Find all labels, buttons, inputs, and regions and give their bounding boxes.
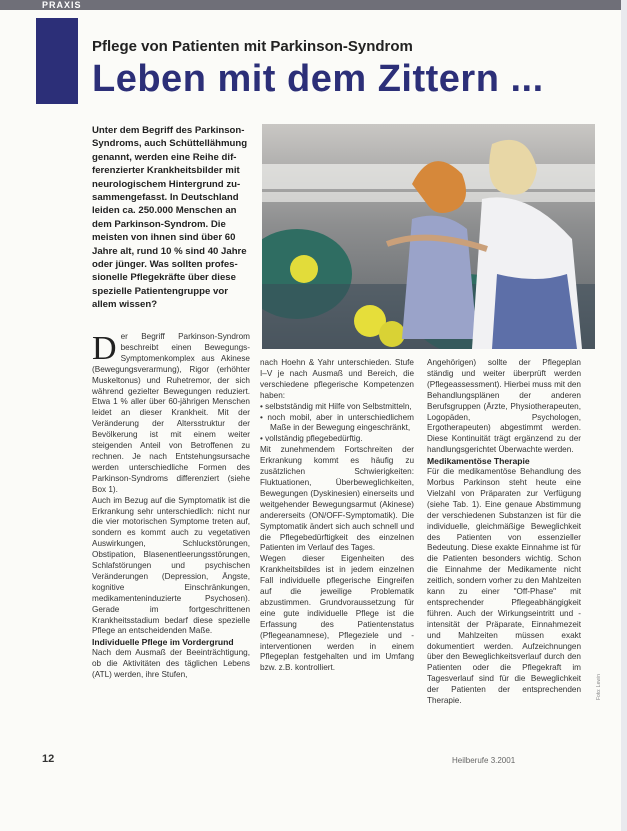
- body-paragraph: er Begriff Parkinson-Syndrom beschreibt einen Bewegungs-Symptomenkomplex aus Akinese (Bewegungsverarmung), Rigor (erhöhter Muskeltonus) und Ruhetremor, der sich während gezielter Bewegungen reduziert. Etwa 1 % aller über 60-jährigen Menschen leidet an dieser Krankheit. Mit der Veränderung der Altersstruktur der Bevölkerung ist mit einem weiter steigenden Anteil von Betroffenen zu rechnen. Je nach Entstehungsursache werden unterschiedliche Formen des Parkinson-Syndroms differenziert (siehe Box 1).: [92, 332, 250, 494]
- issue-label: Heilberufe 3.2001: [452, 756, 516, 765]
- bullet-item: • noch mobil, aber in unterschiedlichem Maße in der Bewegung eingeschränkt,: [260, 412, 414, 433]
- body-paragraph: Nach dem Ausmaß der Beeinträchtigung, ob die Aktivitäten des täglichen Lebens (ATL) werden, ihre Stufen,: [92, 648, 250, 680]
- section-label: PRAXIS: [42, 0, 82, 10]
- photo-credit: Foto: Lewin: [596, 674, 602, 700]
- section-bar: [0, 0, 627, 10]
- photo-illustration: [262, 124, 595, 349]
- body-paragraph: nach Hoehn & Yahr unterschieden. Stufe I–V je nach Ausmaß und Bereich, die verschiedene pflegerische Kompetenzen haben:: [260, 358, 414, 400]
- accent-block: [36, 18, 78, 104]
- body-column-3: [427, 358, 581, 707]
- lead-paragraph: Unter dem Begriff des Parkinson-Syndroms, auch Schüttellähmung genannt, werden eine Reihe dif-ferenzierter Krankheitsbilder mit neurologischem Hintergrund zu-sammengefasst. In Deutschland leiden ca. 250.000 Menschen an dem Parkinson-Syndrom. Die meisten von ihnen sind über 60 Jahre alt, rund 10 % sind 40 Jahre oder jünger. Was sollten profes-sionelle Pflegekräfte über diese spezielle Patientengruppe vor allem wissen?: [92, 125, 248, 311]
- body-column-2: [260, 358, 414, 674]
- article-photo: [262, 124, 595, 349]
- bullet-item: • selbstständig mit Hilfe von Selbstmitteln,: [260, 401, 412, 411]
- drop-cap: D: [92, 330, 117, 367]
- subheading: Individuelle Pflege im Vordergrund: [92, 637, 234, 648]
- page-edge: [621, 0, 627, 831]
- subheading: Medikamentöse Therapie: [427, 456, 530, 467]
- body-column-1: [92, 332, 250, 681]
- article-kicker: Pflege von Patienten mit Parkinson-Syndrom: [92, 38, 413, 55]
- body-paragraph: Mit zunehmendem Fortschreiten der Erkrankung kommt es häufig zu zusätzlichen Schwierigkeiten: Fluktuationen, Überbeweglichkeiten, Bewegungen (Dyskinesien) einerseits und weitgehender Bewegungsarmut (Akinese) andererseits (ON/OFF-Symptomatik). Die Symptomatik ändert sich auch schnell und die Pflegebedürftigkeit des einzelnen Patienten im Verlauf des Tages.: [260, 445, 414, 553]
- body-paragraph: Angehörigen) sollte der Pflegeplan ständig und weiter überprüft werden (Pflegeassessment). Hierbei muss mit den Behandlungsplänen der anderen Berufsgruppen (Ärzte, Physiotherapeuten, Logopäden, Psychologen, Ergotherapeuten) abgestimmt werden. Diese Kontinuität trägt ergänzend zu der handlungsgerichtet Überwachte werden.: [427, 358, 581, 455]
- page-number: 12: [42, 753, 55, 765]
- article-headline: Leben mit dem Zittern ...: [92, 58, 544, 100]
- body-paragraph: Für die medikamentöse Behandlung des Morbus Parkinson steht heute eine Vielzahl von Präparaten zur Verfügung (siehe Tab. 1). Eine genaue Abstimmung der verschiedenen Substanzen ist für die individuelle, gleichmäßige Beweglichkeit des Patienten von essenzieller Bedeutung. Diese exakte Einnahme ist für die Patienten besonders wichtig. Schon die Einnahme der Medikamente nicht zeitlich, sondern vorher zu den Mahlzeiten kann zu einer "Off-Phase" mit entsprechender Pflegeabhängigkeit führen. Auch der Wirkungseintritt und -intensität der Präparate, Einnahmezeit und Mahlzeiten müssen exakt dokumentiert werden. Aufzeichnungen über den Beweglichkeitsverlauf durch den Patienten oder die Pflegekraft im Tagesverlauf sind für die Beweglichkeit der Patienten der entsprechenden Therapie.: [427, 467, 581, 706]
- body-paragraph: Wegen dieser Eigenheiten des Krankheitsbildes ist in jedem einzelnen Fall individuelle pflegerische Eingreifen auf die jeweilige Problematik abzustimmen. Grundvoraussetzung für eine gute individuelle Pflege ist die Erfassung des Patientenstatus (Pflegeanamnese), Pflegeziele und -interventionen werden in einem Pflegeplan festgehalten und im Umfang bzw. z.B. kontrolliert.: [260, 554, 414, 673]
- body-paragraph: Auch im Bezug auf die Symptomatik ist die Erkrankung sehr unterschiedlich: nicht nur die vier motorischen Symptome treten auf, sondern es kommt auch zu vegetativen Auswirkungen, Schluckstörungen, Obstipation, Blasenentleerungsstörungen, Schlafstörungen und psychischen Veränderungen (Depression, Ängste, kognitive Einschränkungen, medikamenteninduzierte Psychosen). Gerade im fortgeschrittenen Krankheitsstadium bedarf diese spezielle Pflege an entscheidenden Maße.: [92, 495, 250, 636]
- bullet-item: • vollständig pflegebedürftig.: [260, 434, 363, 444]
